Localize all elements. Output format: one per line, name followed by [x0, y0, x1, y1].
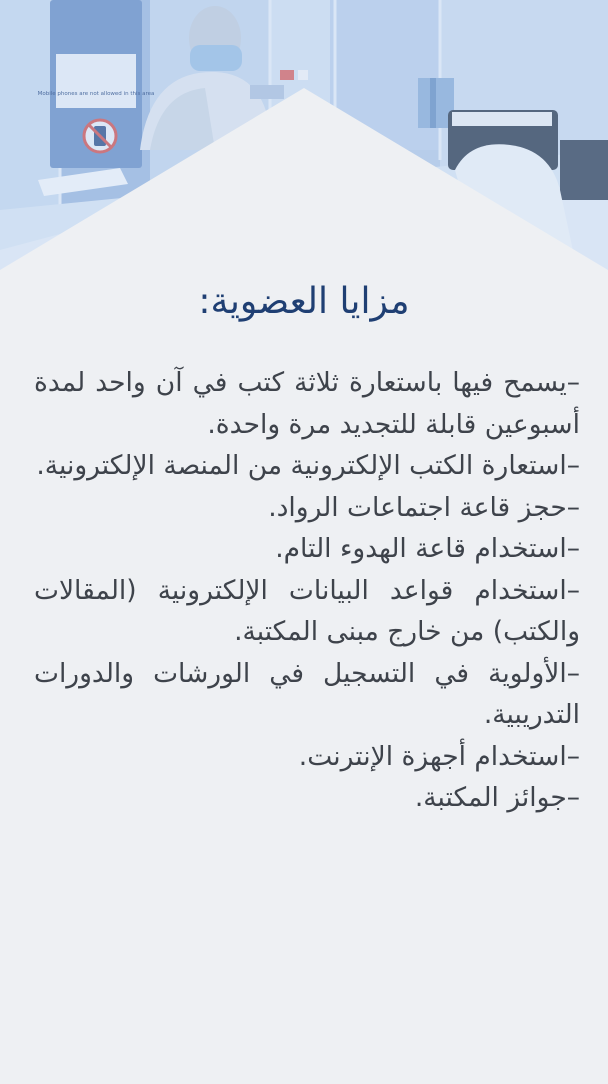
benefit-item-ebooks: –استعارة الكتب الإلكترونية من المنصة الإلكترونية. [36, 450, 580, 481]
benefit-item-borrow-books: –يسمح فيها باستعارة ثلاثة كتب في آن واحد لمدة أسبوعين قابلة للتجديد مرة واحدة. [34, 367, 580, 440]
benefit-item-databases: –استخدام قواعد البيانات الإلكترونية (المقالات والكتب) من خارج مبنى المكتبة. [34, 574, 580, 647]
benefit-item-quiet-room: –استخدام قاعة الهدوء التام. [275, 533, 580, 564]
poster-text: Mobile phones are not allowed in this area [37, 91, 155, 97]
benefit-item-awards: –جوائز المكتبة. [414, 782, 580, 813]
benefit-item-internet: –استخدام أجهزة الإنترنت. [298, 740, 580, 772]
benefit-item-meeting-room: –حجز قاعة اجتماعات الرواد. [268, 491, 580, 523]
page-title: مزايا العضوية: [198, 281, 410, 322]
benefit-item-workshops: –الأولوية في التسجيل في الورشات والدورات التدريبية. [34, 657, 580, 730]
benefits-list [34, 362, 580, 819]
